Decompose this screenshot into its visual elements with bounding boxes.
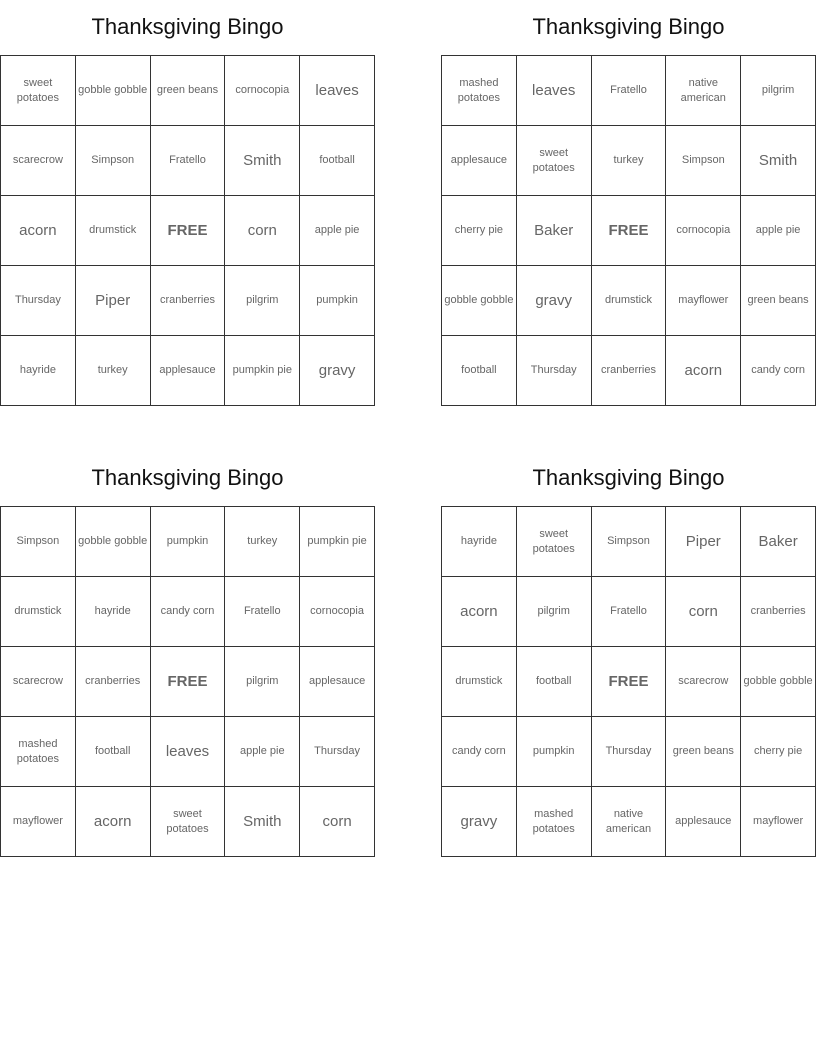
square-label: cranberries xyxy=(600,364,656,376)
square-label: apple pie xyxy=(239,745,285,757)
bingo-square xyxy=(666,56,741,126)
bingo-square xyxy=(516,56,591,126)
bingo-square xyxy=(741,787,816,857)
bingo-row xyxy=(1,647,375,717)
square-label: cherry pie xyxy=(753,745,803,757)
bingo-square xyxy=(1,126,76,196)
square-label: turkey xyxy=(97,364,128,376)
square-label: green beans xyxy=(672,745,734,757)
square-label: Thursday xyxy=(314,745,361,757)
square-label: Fratello xyxy=(243,605,281,617)
bingo-square xyxy=(1,787,76,857)
square-label: FREE xyxy=(608,673,649,690)
square-label: gobble gobble xyxy=(743,675,813,687)
square-label: Simpson xyxy=(681,154,725,166)
square-label: gravy xyxy=(318,362,356,379)
free-square xyxy=(150,196,225,266)
bingo-square xyxy=(666,336,741,406)
bingo-row xyxy=(1,126,375,196)
bingo-grid xyxy=(441,55,816,406)
square-label: FREE xyxy=(167,673,208,690)
bingo-square xyxy=(442,56,517,126)
bingo-square xyxy=(741,336,816,406)
bingo-square xyxy=(741,126,816,196)
bingo-square xyxy=(516,577,591,647)
free-square xyxy=(591,647,666,717)
bingo-square xyxy=(666,717,741,787)
square-label: mayflower xyxy=(753,815,804,827)
bingo-square xyxy=(666,787,741,857)
square-label: pilgrim xyxy=(761,84,795,96)
bingo-row xyxy=(442,507,816,577)
square-label: acorn xyxy=(460,603,498,620)
bingo-square xyxy=(225,126,300,196)
square-label: candy corn xyxy=(751,364,805,376)
bingo-square xyxy=(1,507,76,577)
bingo-square xyxy=(1,336,76,406)
bingo-card-4 xyxy=(441,451,816,857)
bingo-square xyxy=(591,56,666,126)
bingo-row xyxy=(1,266,375,336)
bingo-square xyxy=(591,507,666,577)
bingo-square xyxy=(225,647,300,717)
square-label: drumstick xyxy=(604,294,653,306)
bingo-square xyxy=(442,126,517,196)
square-label: native american xyxy=(680,76,726,104)
bingo-square xyxy=(666,507,741,577)
bingo-square xyxy=(300,56,375,126)
bingo-square xyxy=(591,266,666,336)
square-label: Fratello xyxy=(610,605,647,617)
square-label: cornocopia xyxy=(310,605,364,617)
square-label: drumstick xyxy=(455,675,503,687)
bingo-square xyxy=(741,266,816,336)
bingo-square xyxy=(516,507,591,577)
square-label: pumpkin pie xyxy=(232,364,292,376)
square-label: mayflower xyxy=(678,294,729,306)
square-label: Fratello xyxy=(169,154,206,166)
square-label: sweet potatoes xyxy=(532,146,575,174)
bingo-card-3 xyxy=(0,451,375,857)
square-label: green beans xyxy=(747,294,809,306)
bingo-square xyxy=(225,577,300,647)
bingo-square xyxy=(300,507,375,577)
square-label: sweet potatoes xyxy=(532,527,575,555)
bingo-row xyxy=(442,577,816,647)
bingo-square xyxy=(75,266,150,336)
square-label: Baker xyxy=(534,222,574,239)
bingo-square xyxy=(442,336,517,406)
bingo-square xyxy=(442,266,517,336)
square-label: mashed potatoes xyxy=(457,76,500,104)
bingo-card-1 xyxy=(0,0,375,406)
square-label: hayride xyxy=(94,605,131,617)
square-label: acorn xyxy=(93,813,132,830)
square-label: Piper xyxy=(95,292,131,309)
bingo-square xyxy=(516,126,591,196)
bingo-square xyxy=(75,787,150,857)
bingo-square xyxy=(591,787,666,857)
bingo-square xyxy=(75,336,150,406)
bingo-square xyxy=(516,336,591,406)
square-label: gravy xyxy=(460,813,498,830)
square-label: Smith xyxy=(243,813,282,830)
bingo-square xyxy=(1,56,76,126)
square-label: hayride xyxy=(460,535,497,547)
square-label: sweet potatoes xyxy=(16,76,59,104)
bingo-square xyxy=(442,647,517,717)
square-label: applesauce xyxy=(450,154,508,166)
bingo-row xyxy=(1,336,375,406)
square-label: cranberries xyxy=(750,605,806,617)
square-label: mayflower xyxy=(12,815,63,827)
bingo-square xyxy=(591,717,666,787)
bingo-square xyxy=(300,266,375,336)
bingo-grid xyxy=(0,55,375,406)
bingo-square xyxy=(150,787,225,857)
bingo-square xyxy=(225,56,300,126)
square-label: Baker xyxy=(758,533,798,550)
square-label: cornocopia xyxy=(676,224,731,236)
bingo-square xyxy=(666,577,741,647)
square-label: green beans xyxy=(156,84,219,96)
square-label: gobble gobble xyxy=(444,294,514,306)
square-label: Fratello xyxy=(610,84,647,96)
bingo-square xyxy=(225,196,300,266)
square-label: Smith xyxy=(243,152,282,169)
bingo-square xyxy=(225,717,300,787)
bingo-square xyxy=(1,647,76,717)
square-label: gravy xyxy=(535,292,573,309)
square-label: candy corn xyxy=(160,605,215,617)
square-label: FREE xyxy=(167,222,208,239)
bingo-square xyxy=(300,787,375,857)
bingo-square xyxy=(75,717,150,787)
bingo-row xyxy=(1,717,375,787)
square-label: drumstick xyxy=(89,224,137,236)
square-label: corn xyxy=(247,222,277,239)
bingo-square xyxy=(741,507,816,577)
square-label: apple pie xyxy=(314,224,360,236)
bingo-square xyxy=(150,717,225,787)
bingo-square xyxy=(225,507,300,577)
bingo-square xyxy=(516,717,591,787)
square-label: gobble gobble xyxy=(78,84,148,96)
bingo-row xyxy=(442,196,816,266)
square-label: Simpson xyxy=(91,154,135,166)
square-label: Thursday xyxy=(14,294,61,306)
bingo-square xyxy=(666,647,741,717)
square-label: mashed potatoes xyxy=(532,807,575,835)
bingo-square xyxy=(741,577,816,647)
bingo-square xyxy=(516,787,591,857)
bingo-square xyxy=(442,717,517,787)
bingo-row xyxy=(442,266,816,336)
bingo-square xyxy=(666,126,741,196)
square-label: cranberries xyxy=(85,675,141,687)
square-label: mashed potatoes xyxy=(16,737,59,765)
bingo-square xyxy=(442,196,517,266)
square-label: scarecrow xyxy=(12,675,63,687)
square-label: corn xyxy=(688,603,718,620)
bingo-square xyxy=(300,126,375,196)
bingo-card-2 xyxy=(441,0,816,406)
bingo-square xyxy=(75,577,150,647)
square-label: pumpkin xyxy=(166,535,209,547)
free-square xyxy=(150,647,225,717)
bingo-square xyxy=(741,647,816,717)
bingo-row xyxy=(442,717,816,787)
bingo-row xyxy=(1,507,375,577)
bingo-square xyxy=(1,577,76,647)
square-label: hayride xyxy=(19,364,56,376)
square-label: cherry pie xyxy=(454,224,504,236)
square-label: sweet potatoes xyxy=(166,807,209,835)
square-label: corn xyxy=(322,813,352,830)
bingo-row xyxy=(1,577,375,647)
bingo-square xyxy=(300,717,375,787)
square-label: apple pie xyxy=(755,224,801,236)
bingo-square xyxy=(591,336,666,406)
square-label: pilgrim xyxy=(246,675,279,687)
square-label: pumpkin xyxy=(532,745,575,757)
bingo-square xyxy=(1,266,76,336)
bingo-row xyxy=(442,336,816,406)
bingo-square xyxy=(591,126,666,196)
square-label: Thursday xyxy=(530,364,577,376)
bingo-square xyxy=(225,336,300,406)
square-label: drumstick xyxy=(14,605,62,617)
bingo-square xyxy=(75,56,150,126)
square-label: candy corn xyxy=(451,745,506,757)
bingo-square xyxy=(666,196,741,266)
square-label: football xyxy=(319,154,355,166)
bingo-square xyxy=(516,196,591,266)
bingo-square xyxy=(741,196,816,266)
bingo-square xyxy=(150,266,225,336)
bingo-square xyxy=(442,787,517,857)
square-label: pilgrim xyxy=(537,605,570,617)
square-label: pumpkin pie xyxy=(307,535,367,547)
square-label: turkey xyxy=(613,154,644,166)
bingo-square xyxy=(75,647,150,717)
bingo-square xyxy=(300,577,375,647)
bingo-square xyxy=(75,196,150,266)
bingo-row xyxy=(1,787,375,857)
bingo-row xyxy=(1,56,375,126)
bingo-row xyxy=(442,126,816,196)
bingo-square xyxy=(225,266,300,336)
bingo-square xyxy=(1,196,76,266)
bingo-square xyxy=(150,577,225,647)
square-label: football xyxy=(94,745,131,757)
bingo-square xyxy=(300,196,375,266)
square-label: cranberries xyxy=(159,294,215,306)
bingo-row xyxy=(442,647,816,717)
square-label: cornocopia xyxy=(235,84,290,96)
square-label: Smith xyxy=(758,152,798,169)
bingo-square xyxy=(75,507,150,577)
square-label: applesauce xyxy=(308,675,366,687)
bingo-square xyxy=(225,787,300,857)
square-label: pilgrim xyxy=(246,294,279,306)
card-title: Thanksgiving Bingo xyxy=(91,14,284,39)
square-label: acorn xyxy=(19,222,57,239)
bingo-square xyxy=(741,717,816,787)
square-label: applesauce xyxy=(159,364,216,376)
bingo-square xyxy=(442,507,517,577)
square-label: native american xyxy=(605,807,652,835)
bingo-square xyxy=(150,56,225,126)
bingo-square xyxy=(150,507,225,577)
card-title: Thanksgiving Bingo xyxy=(532,14,725,39)
free-square xyxy=(591,196,666,266)
bingo-square xyxy=(516,266,591,336)
bingo-row xyxy=(442,56,816,126)
bingo-square xyxy=(1,717,76,787)
square-label: applesauce xyxy=(675,815,732,827)
square-label: scarecrow xyxy=(678,675,729,687)
bingo-square xyxy=(300,647,375,717)
square-label: FREE xyxy=(608,222,649,239)
bingo-square xyxy=(150,126,225,196)
card-title: Thanksgiving Bingo xyxy=(91,465,284,490)
square-label: Simpson xyxy=(607,535,650,547)
square-label: Piper xyxy=(685,533,721,550)
bingo-square xyxy=(516,647,591,717)
bingo-square xyxy=(75,126,150,196)
bingo-square xyxy=(442,577,517,647)
bingo-square xyxy=(666,266,741,336)
square-label: pumpkin xyxy=(316,294,358,306)
square-label: leaves xyxy=(315,82,359,99)
bingo-square xyxy=(150,336,225,406)
bingo-grid xyxy=(0,506,375,857)
bingo-square xyxy=(300,336,375,406)
square-label: leaves xyxy=(165,743,210,760)
bingo-row xyxy=(1,196,375,266)
bingo-row xyxy=(442,787,816,857)
bingo-grid xyxy=(441,506,816,857)
bingo-square xyxy=(741,56,816,126)
square-label: leaves xyxy=(532,82,576,99)
square-label: football xyxy=(535,675,572,687)
square-label: football xyxy=(461,364,497,376)
card-title: Thanksgiving Bingo xyxy=(532,465,725,490)
square-label: acorn xyxy=(684,362,723,379)
bingo-square xyxy=(591,577,666,647)
square-label: Simpson xyxy=(16,535,60,547)
square-label: Thursday xyxy=(605,745,652,757)
square-label: turkey xyxy=(247,535,278,547)
square-label: scarecrow xyxy=(12,154,63,166)
square-label: gobble gobble xyxy=(78,535,148,547)
